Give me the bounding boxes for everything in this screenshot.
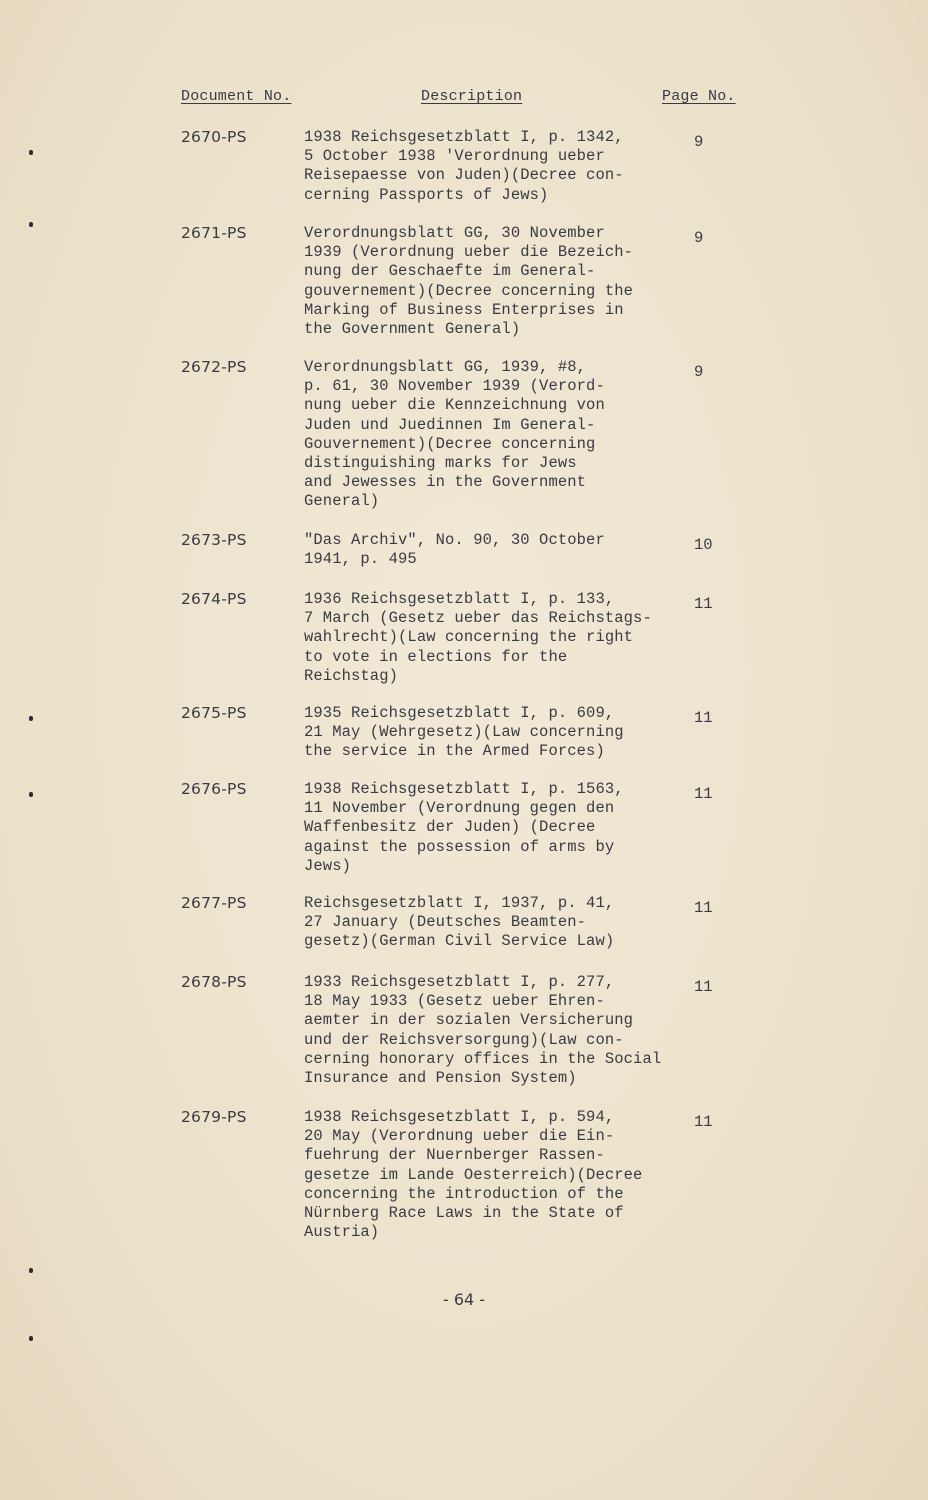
entry-page-no: 11 bbox=[694, 899, 713, 917]
entry-doc-no: 2678-PS bbox=[181, 973, 247, 991]
entry-doc-no: 2671-PS bbox=[181, 224, 247, 242]
punch-mark bbox=[29, 716, 33, 721]
entry-description: 1938 Reichsgesetzblatt I, p. 1563, 11 November (Verordnung gegen den Waffenbesitz der Juden) (Decree against the possession of arms by Jews) bbox=[304, 780, 624, 875]
punch-mark bbox=[29, 1268, 33, 1273]
entry-description: 1935 Reichsgesetzblatt I, p. 609, 21 May (Wehrgesetz)(Law concerning the service in the Armed Forces) bbox=[304, 704, 624, 761]
entry-page-no: 10 bbox=[694, 536, 713, 554]
entry-page-no: 11 bbox=[694, 785, 713, 803]
entry-description: 1936 Reichsgesetzblatt I, p. 133, 7 March (Gesetz ueber das Reichstags- wahlrecht)(Law concerning the right to vote in elections for the Reichstag) bbox=[304, 590, 652, 685]
entry-page-no: 11 bbox=[694, 709, 713, 727]
entry-description: 1933 Reichsgesetzblatt I, p. 277, 18 May 1933 (Gesetz ueber Ehren- aemter in der sozialen Versicherung und der Reichsversorgung)(Law con- cerning honorary offices in the Social Insurance and Pension System) bbox=[304, 973, 662, 1088]
entry-page-no: 9 bbox=[694, 229, 704, 247]
entry-doc-no: 2676-PS bbox=[181, 780, 247, 798]
header-page-no: Page No. bbox=[662, 88, 736, 105]
entry-doc-no: 2672-PS bbox=[181, 358, 247, 376]
entry-page-no: 11 bbox=[694, 978, 713, 996]
entry-description: "Das Archiv", No. 90, 30 October 1941, p. 495 bbox=[304, 531, 605, 569]
entry-doc-no: 2673-PS bbox=[181, 531, 247, 549]
entry-doc-no: 2679-PS bbox=[181, 1108, 247, 1126]
entry-doc-no: 2677-PS bbox=[181, 894, 247, 912]
page-number: - 64 - bbox=[442, 1290, 486, 1309]
header-description: Description bbox=[421, 88, 523, 105]
entry-description: Verordnungsblatt GG, 1939, #8, p. 61, 30 November 1939 (Verord- nung ueber die Kennzeichnung von Juden und Juedinnen Im General- Gouvernement)(Decree concerning distinguishing marks for Jews and Jewesses in the Government General) bbox=[304, 358, 605, 511]
entry-page-no: 11 bbox=[694, 595, 713, 613]
entry-description: Verordnungsblatt GG, 30 November 1939 (Verordnung ueber die Bezeich- nung der Geschaefte im General- gouvernement)(Decree concerning the Marking of Business Enterprises in the Government General) bbox=[304, 224, 634, 339]
punch-mark bbox=[29, 222, 33, 227]
entry-description: Reichsgesetzblatt I, 1937, p. 41, 27 January (Deutsches Beamten- gesetz)(German Civil Service Law) bbox=[304, 894, 615, 951]
punch-mark bbox=[29, 150, 33, 155]
entry-doc-no: 2674-PS bbox=[181, 590, 247, 608]
entry-doc-no: 2670-PS bbox=[181, 128, 247, 146]
entry-page-no: 9 bbox=[694, 363, 704, 381]
entry-page-no: 9 bbox=[694, 133, 704, 151]
header-document-no: Document No. bbox=[181, 88, 292, 105]
punch-mark bbox=[29, 1336, 33, 1341]
entry-description: 1938 Reichsgesetzblatt I, p. 594, 20 May (Verordnung ueber die Ein- fuehrung der Nuernberger Rassen- gesetze im Lande Oesterreich)(Decree concerning the introduction of the Nürnberg Race Laws in the State of Austria) bbox=[304, 1108, 643, 1242]
entry-page-no: 11 bbox=[694, 1113, 713, 1131]
entry-doc-no: 2675-PS bbox=[181, 704, 247, 722]
punch-mark bbox=[29, 792, 33, 797]
entry-description: 1938 Reichsgesetzblatt I, p. 1342, 5 October 1938 'Verordnung ueber Reisepaesse von Juden)(Decree con- cerning Passports of Jews) bbox=[304, 128, 624, 204]
